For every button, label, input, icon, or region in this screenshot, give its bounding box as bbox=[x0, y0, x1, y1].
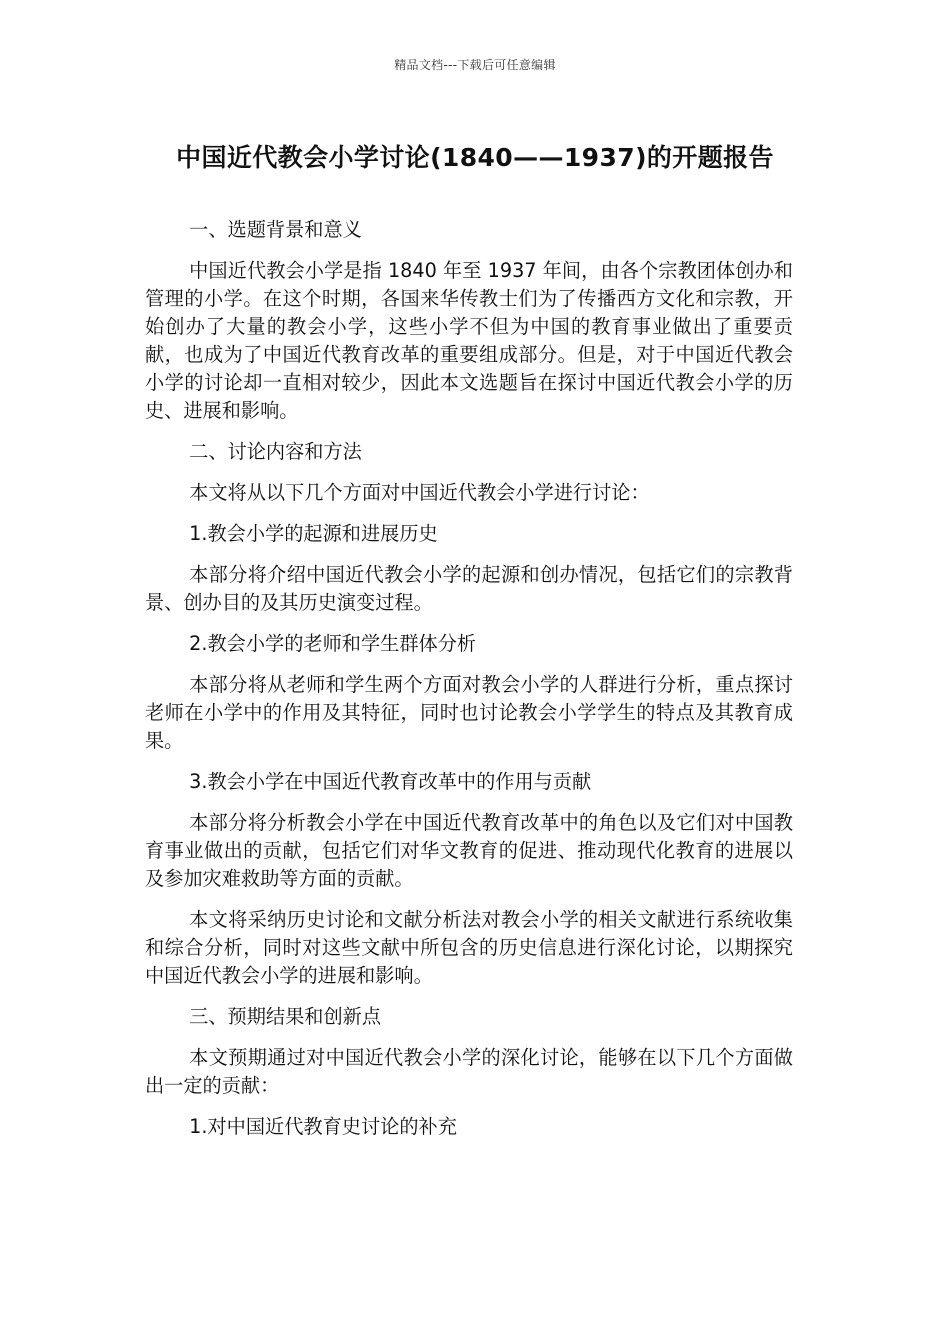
document-title: 中国近代教会小学讨论(1840——1937)的开题报告 bbox=[176, 143, 774, 172]
paragraph-teachers-students: 本部分将从老师和学生两个方面对教会小学的人群进行分析，重点探讨老师在小学中的作用及其特征，同时也讨论教会小学学生的特点及其教育成果。 bbox=[145, 673, 793, 752]
paragraph-method: 本文将采纳历史讨论和文献分析法对教会小学的相关文献进行系统收集和综合分析，同时对这些文献中所包含的历史信息进行深化讨论，以期探究中国近代教会小学的进展和影响。 bbox=[145, 908, 793, 987]
subheading-origin: 1.教会小学的起源和进展历史 bbox=[189, 522, 438, 545]
subheading-supplement: 1.对中国近代教育史讨论的补充 bbox=[189, 1115, 457, 1138]
subheading-teachers-students: 2.教会小学的老师和学生群体分析 bbox=[189, 632, 477, 655]
paragraph-role-contribution: 本部分将分析教会小学在中国近代教育改革中的角色以及它们对中国教育事业做出的贡献，包括它们对华文教育的促进、推动现代化教育的进展以及参加灾难救助等方面的贡献。 bbox=[145, 811, 793, 890]
section-heading-content-method: 二、讨论内容和方法 bbox=[189, 440, 362, 463]
header-note: 精品文档---下载后可任意编辑 bbox=[394, 58, 556, 72]
document-body bbox=[145, 216, 793, 1154]
section-heading-expected-results: 三、预期结果和创新点 bbox=[189, 1005, 382, 1028]
subheading-role-contribution: 3.教会小学在中国近代教育改革中的作用与贡献 bbox=[189, 770, 592, 793]
paragraph-intro: 本文将从以下几个方面对中国近代教会小学进行讨论： bbox=[189, 481, 650, 504]
paragraph-background: 中国近代教会小学是指 1840 年至 1937 年间，由各个宗教团体创办和管理的小学。在这个时期，各国来华传教士们为了传播西方文化和宗教，开始创办了大量的教会小学，这些小学不但为中国的教育事业做出了重要贡献，也成为了中国近代教育改革的重要组成部分。但是，对于中国近代教会小学的讨论却一直相对较少，因此本文选题旨在探讨中国近代教会小学的历史、进展和影响。 bbox=[145, 259, 793, 422]
paragraph-expected-results: 本文预期通过对中国近代教会小学的深化讨论，能够在以下几个方面做出一定的贡献： bbox=[145, 1046, 793, 1097]
section-heading-background: 一、选题背景和意义 bbox=[189, 218, 362, 241]
paragraph-origin: 本部分将介绍中国近代教会小学的起源和创办情况，包括它们的宗教背景、创办目的及其历史演变过程。 bbox=[145, 563, 793, 614]
